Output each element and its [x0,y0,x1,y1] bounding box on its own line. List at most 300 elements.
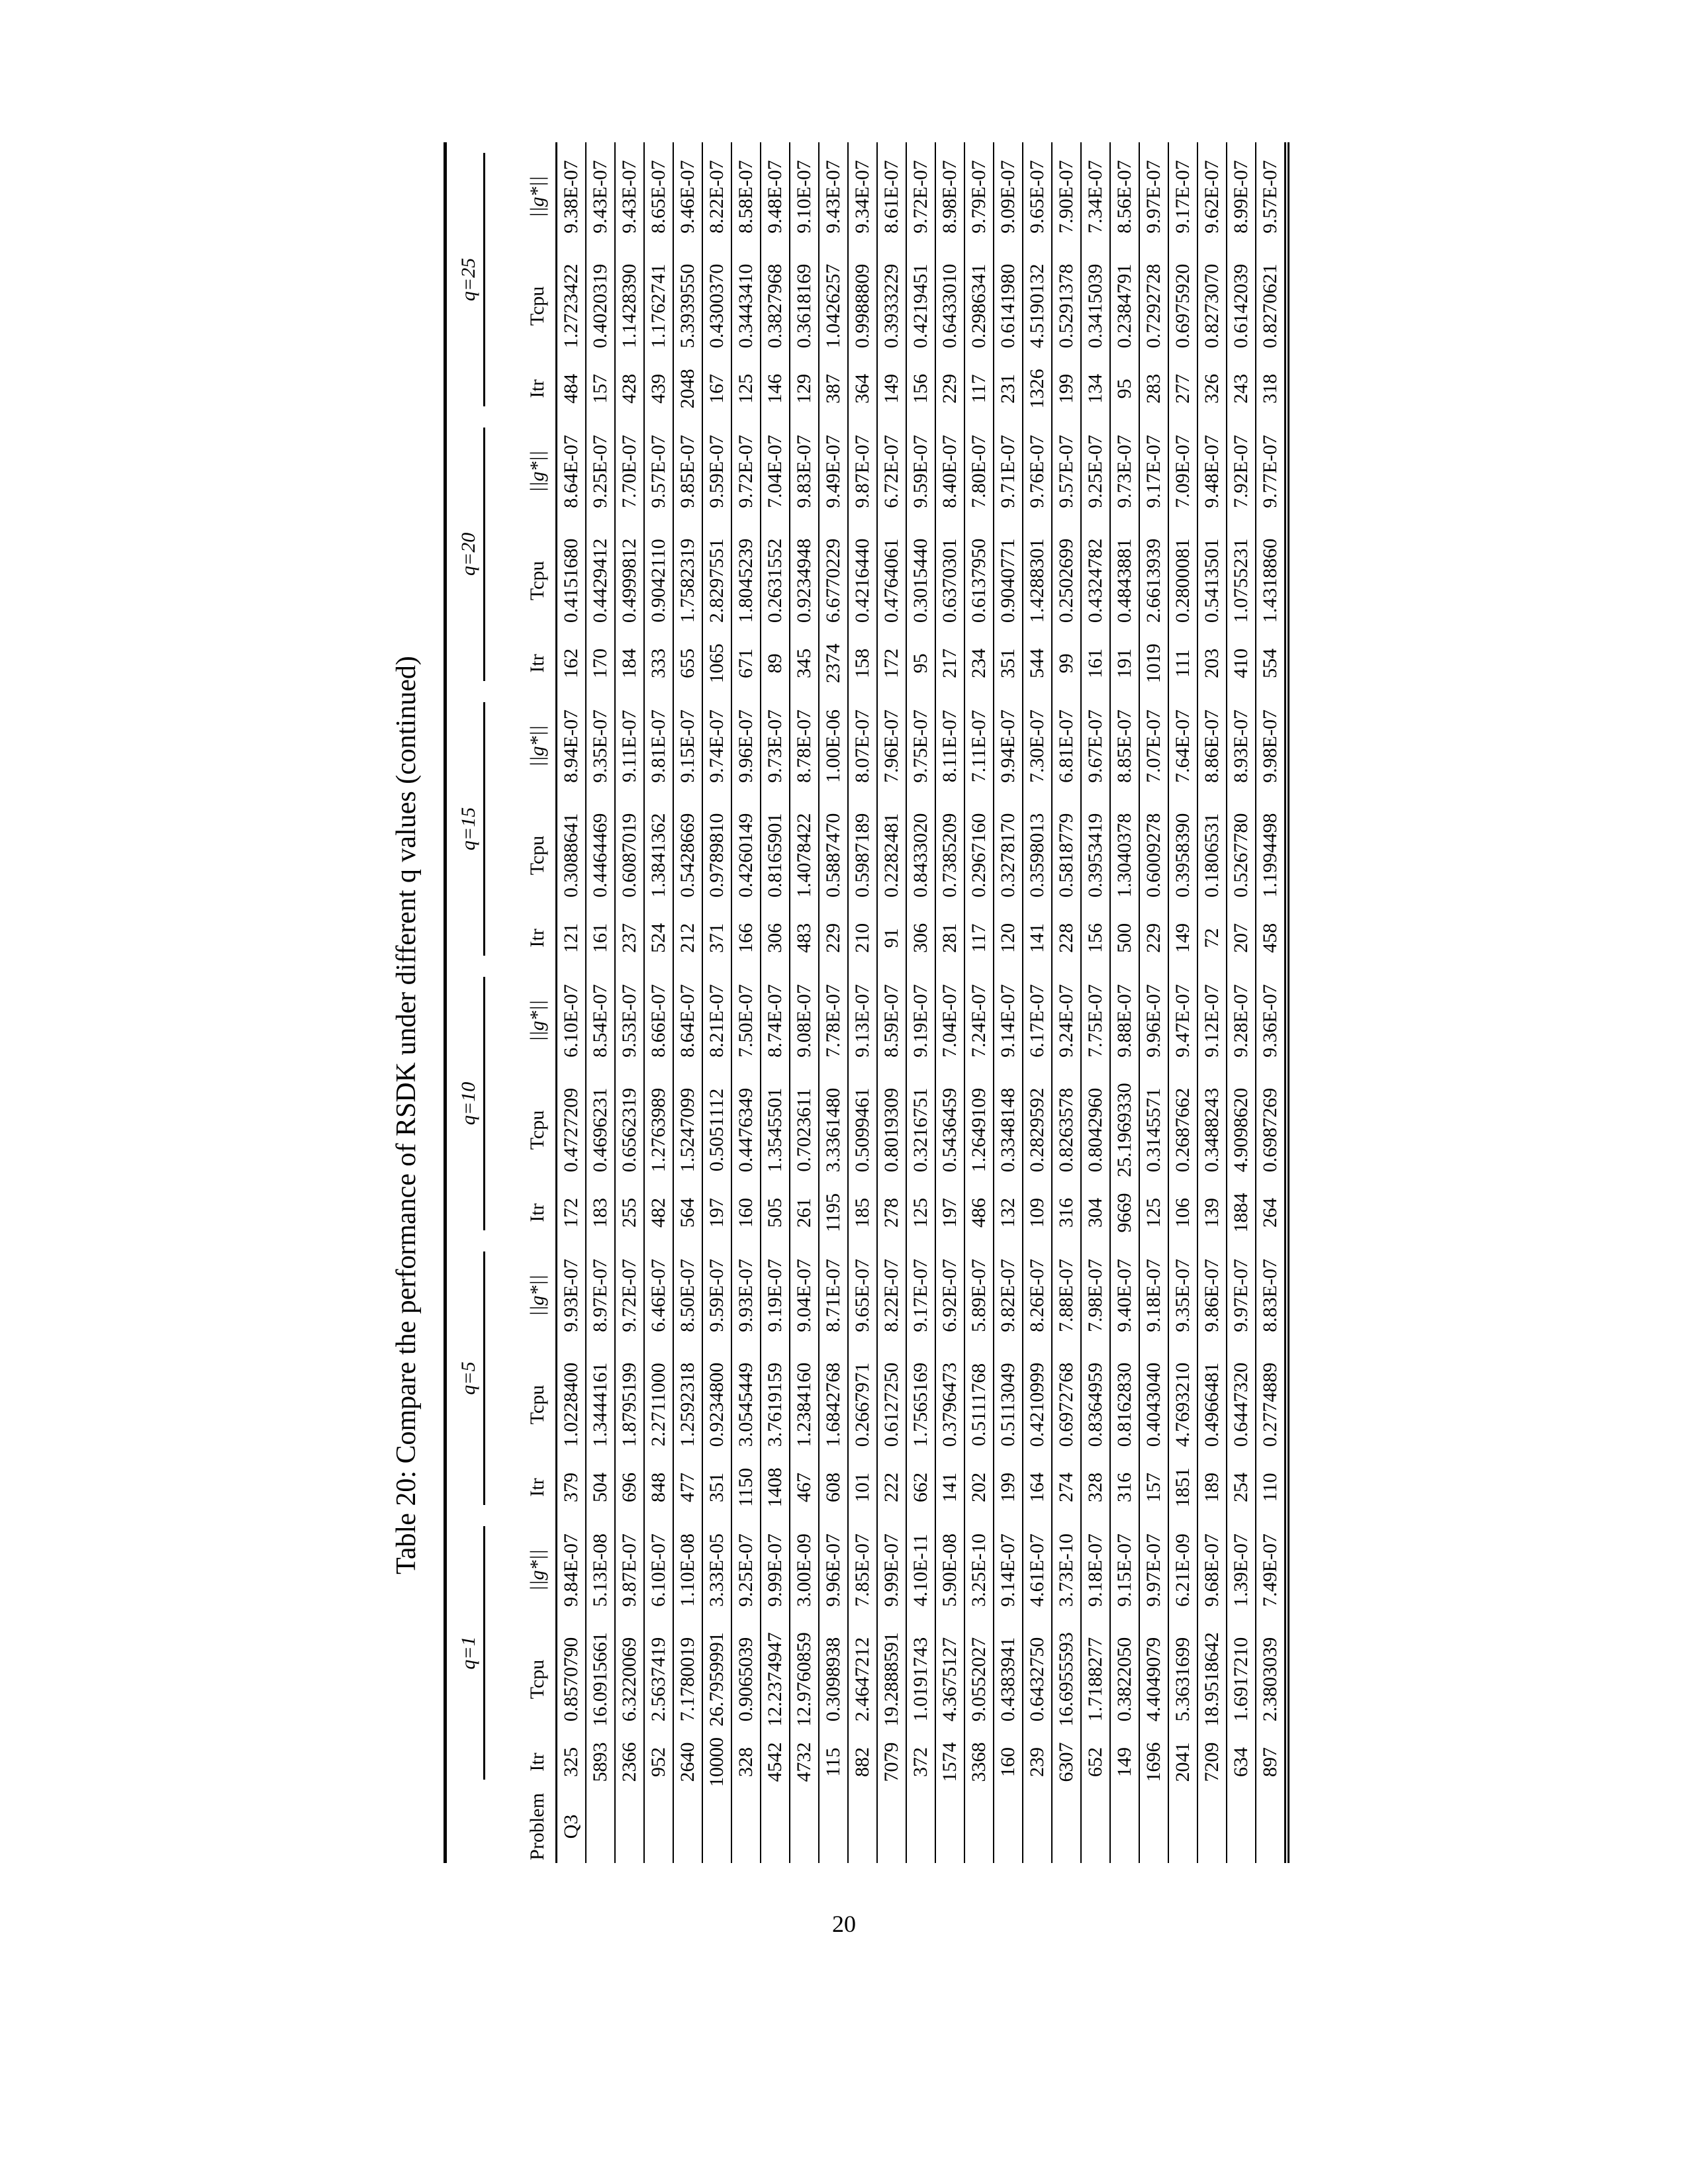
value-cell: 161 [1081,635,1110,692]
value-cell: 0.5113049 [994,1350,1023,1459]
value-cell: 9.48E-07 [1197,417,1227,526]
value-cell: 1.39E-07 [1227,1516,1256,1625]
value-cell: 6.10E-07 [644,1516,673,1625]
q-group-header [445,692,486,966]
value-cell: 0.4966481 [1197,1350,1227,1459]
value-cell: 1851 [1168,1459,1197,1516]
col-header-gnorm: ||g*|| [485,966,557,1075]
value-cell: 0.2967160 [964,801,994,910]
value-cell: 8.93E-07 [1227,692,1256,801]
value-cell: 325 [557,1734,586,1790]
value-cell: 9.96E-07 [819,1516,848,1625]
value-cell: 8.74E-07 [761,966,790,1075]
value-cell: 9.81E-07 [644,692,673,801]
value-cell: 8.65E-07 [644,142,673,251]
value-cell: 9.65E-07 [1023,142,1052,251]
problem-cell [1197,1790,1227,1863]
value-cell: 0.8162830 [1110,1350,1139,1459]
value-cell: 89 [761,635,790,692]
table-row [819,142,848,1863]
value-cell: 6.72E-07 [877,417,906,526]
value-cell: 4.61E-07 [1023,1516,1052,1625]
value-cell: 184 [615,635,644,692]
value-cell: 7.80E-07 [964,417,994,526]
value-cell: 483 [790,910,819,966]
value-cell: 185 [848,1185,877,1241]
value-cell: 7.34E-07 [1081,142,1110,251]
value-cell: 0.3958390 [1168,801,1197,910]
value-cell: 486 [964,1185,994,1241]
value-cell: 9.13E-07 [848,966,877,1075]
value-cell: 0.6137950 [964,526,994,635]
value-cell: 2.4647212 [848,1625,877,1734]
table-row [761,142,790,1863]
value-cell: 0.4764061 [877,526,906,635]
value-cell: 222 [877,1459,906,1516]
value-cell: 0.9065039 [731,1625,761,1734]
value-cell: 0.4383941 [994,1625,1023,1734]
value-cell: 1.2763989 [644,1075,673,1185]
value-cell: 0.6987269 [1259,1087,1281,1173]
value-cell: 316 [1110,1459,1139,1516]
value-cell: 16.0915661 [586,1625,615,1734]
value-cell: 4.7693210 [1168,1350,1197,1459]
value-cell: 12.9760859 [790,1625,819,1734]
problem-cell [1227,1790,1256,1863]
value-cell: 9.57E-07 [1052,417,1081,526]
value-cell: 1.00E-06 [819,692,848,801]
value-cell: 6.17E-07 [1023,966,1052,1075]
value-cell: 0.3443410 [731,251,761,361]
value-cell: 101 [848,1459,877,1516]
value-cell: 2041 [1168,1734,1197,1790]
value-cell: 0.8273070 [1197,251,1227,361]
value-cell: 524 [644,910,673,966]
value-cell: 8.94E-07 [557,692,586,801]
value-cell: 1.7582319 [673,526,702,635]
value-cell: 0.8433020 [906,801,935,910]
value-cell: 7.09E-07 [1168,417,1197,526]
value-cell: 9.97E-07 [1139,142,1168,251]
table-row [557,142,586,1863]
value-cell: 8.59E-07 [877,966,906,1075]
value-cell: 505 [761,1185,790,1241]
value-cell: 5893 [586,1734,615,1790]
value-cell: 9.47E-07 [1168,966,1197,1075]
value-cell: 9.49E-07 [819,417,848,526]
value-cell: 9.17E-07 [1139,417,1168,526]
value-cell: 7.64E-07 [1168,692,1197,801]
table-row [673,142,702,1863]
value-cell: 848 [644,1459,673,1516]
value-cell: 9.43E-07 [615,142,644,251]
value-cell: 9.59E-07 [702,417,731,526]
col-header-gnorm: ||g*|| [485,1516,557,1625]
value-cell: 4.3675127 [935,1625,964,1734]
value-cell: 0.2986341 [964,251,994,361]
value-cell: 0.3015440 [906,526,935,635]
value-cell: 212 [673,910,702,966]
value-cell: 141 [1023,910,1052,966]
sideways-table-container [384,142,1281,1863]
value-cell: 9.68E-07 [1197,1516,1227,1625]
value-cell: 0.6562319 [615,1075,644,1185]
table-row [964,142,994,1863]
value-cell: 9.11E-07 [615,692,644,801]
value-cell: 0.6127250 [877,1350,906,1459]
value-cell: 0.1806531 [1197,801,1227,910]
problem-cell [848,1790,877,1863]
value-cell: 9.65E-07 [848,1241,877,1350]
col-header-itr: Itr [485,910,557,966]
value-cell: 1.4318860 [1259,538,1281,623]
q-header-spacer [445,1790,486,1863]
problem-cell [1168,1790,1197,1863]
value-cell: 2.6613939 [1139,526,1168,635]
value-cell: 8.64E-07 [673,966,702,1075]
table-row [1023,142,1052,1863]
value-cell: 9.36E-07 [1259,984,1281,1058]
value-cell: 333 [644,635,673,692]
value-cell: 183 [586,1185,615,1241]
value-cell: 129 [790,361,819,417]
table-row [1139,142,1168,1863]
value-cell: 239 [1023,1734,1052,1790]
value-cell: 167 [702,361,731,417]
value-cell: 9.38E-07 [557,142,586,251]
value-cell: 364 [848,361,877,417]
table-row [1168,142,1197,1863]
value-cell: 9.71E-07 [994,417,1023,526]
value-cell: 3.3361480 [819,1075,848,1185]
value-cell: 1.3841362 [644,801,673,910]
value-cell: 111 [1168,635,1197,692]
value-cell: 7.78E-07 [819,966,848,1075]
value-cell: 0.9789810 [702,801,731,910]
value-cell: 652 [1081,1734,1110,1790]
value-cell: 7.30E-07 [1023,692,1052,801]
value-cell: 306 [761,910,790,966]
value-cell: 0.3278170 [994,801,1023,910]
value-cell: 283 [1139,361,1168,417]
problem-cell [1023,1790,1052,1863]
value-cell: 8.83E-07 [1259,1259,1281,1332]
value-cell: 1.3545501 [761,1075,790,1185]
value-cell: 0.6370301 [935,526,964,635]
value-cell: 0.6432750 [1023,1625,1052,1734]
value-cell: 4542 [761,1734,790,1790]
value-cell: 2.3803039 [1259,1637,1281,1722]
value-cell: 9.93E-07 [731,1241,761,1350]
value-cell: 6.10E-07 [557,966,586,1075]
value-cell: 9.17E-07 [906,1241,935,1350]
value-cell: 3.00E-09 [790,1516,819,1625]
value-cell: 0.4300370 [702,251,731,361]
value-cell: 0.3348148 [994,1075,1023,1185]
table-row [906,142,935,1863]
value-cell: 12.2374947 [761,1625,790,1734]
value-cell: 9.09E-07 [994,142,1023,251]
value-cell: 1.5247099 [673,1075,702,1185]
value-cell: 952 [644,1734,673,1790]
value-cell: 2048 [673,361,702,417]
value-cell: 6.21E-09 [1168,1516,1197,1625]
value-cell: 9.96E-07 [731,692,761,801]
value-cell: 1.7565169 [906,1350,935,1459]
value-cell: 655 [673,635,702,692]
problem-cell [994,1790,1023,1863]
problem-cell [1052,1790,1081,1863]
value-cell: 1195 [819,1185,848,1241]
col-header-tcpu: Tcpu [485,801,557,910]
value-cell: 0.8570790 [557,1625,586,1734]
value-cell: 0.3598013 [1023,801,1052,910]
value-cell: 9.73E-07 [761,692,790,801]
value-cell: 9.88E-07 [1110,966,1139,1075]
table-row [1110,142,1139,1863]
value-cell: 191 [1110,635,1139,692]
value-cell: 9.04E-07 [790,1241,819,1350]
value-cell: 6.3220069 [615,1625,644,1734]
value-cell: 0.6447320 [1227,1350,1256,1459]
problem-cell: Q3 [557,1790,586,1863]
value-cell: 1326 [1023,361,1052,417]
value-cell: 9.99E-07 [877,1516,906,1625]
value-cell: 0.4727209 [557,1075,586,1185]
value-cell: 1.1762741 [644,251,673,361]
value-cell: 9.93E-07 [557,1241,586,1350]
problem-cell [673,1790,702,1863]
value-cell: 8.58E-07 [731,142,761,251]
value-cell: 8.56E-07 [1110,142,1139,251]
value-cell: 0.3822050 [1110,1625,1139,1734]
value-cell: 9.0552027 [964,1625,994,1734]
value-cell: 99 [1052,635,1081,692]
value-cell: 504 [586,1459,615,1516]
value-cell: 9.77E-07 [1259,434,1281,508]
value-cell: 9.72E-07 [906,142,935,251]
value-cell: 3.7619159 [761,1350,790,1459]
value-cell: 0.8364959 [1081,1350,1110,1459]
value-cell: 6307 [1052,1734,1081,1790]
value-cell: 0.4219451 [906,251,935,361]
value-cell: 0.2282481 [877,801,906,910]
value-cell: 9.48E-07 [761,142,790,251]
col-header-itr: Itr [485,635,557,692]
value-cell: 9.12E-07 [1197,966,1227,1075]
value-cell: 9.43E-07 [819,142,848,251]
value-cell: 7.75E-07 [1081,966,1110,1075]
value-cell: 9.46E-07 [673,142,702,251]
value-cell: 9.35E-07 [586,692,615,801]
value-cell: 9.18E-07 [1081,1516,1110,1625]
value-cell: 139 [1197,1185,1227,1241]
value-cell: 8.64E-07 [557,417,586,526]
q-group-label: q=25 [457,153,485,406]
value-cell: 1.4078422 [790,801,819,910]
col-header-gnorm: ||g*|| [485,417,557,526]
value-cell: 0.5987189 [848,801,877,910]
value-cell: 170 [586,635,615,692]
value-cell: 9.15E-07 [1110,1516,1139,1625]
value-cell: 0.2800081 [1168,526,1197,635]
value-cell: 9.75E-07 [906,692,935,801]
value-cell: 6.46E-07 [644,1241,673,1350]
value-cell: 696 [615,1459,644,1516]
value-cell: 0.3488243 [1197,1075,1227,1185]
col-header-itr: Itr [485,361,557,417]
value-cell: 1.8045239 [731,526,761,635]
value-cell: 897 [1259,1747,1281,1777]
value-cell: 2.8297551 [702,526,731,635]
value-cell: 326 [1197,361,1227,417]
value-cell: 0.5428669 [673,801,702,910]
problem-cell [935,1790,964,1863]
value-cell: 229 [1139,910,1168,966]
value-cell: 106 [1168,1185,1197,1241]
value-cell: 7079 [877,1734,906,1790]
value-cell: 9.35E-07 [1168,1241,1197,1350]
col-header-tcpu: Tcpu [485,1075,557,1185]
value-cell: 172 [557,1185,586,1241]
value-cell: 316 [1052,1185,1081,1241]
value-cell: 91 [877,910,906,966]
value-cell: 634 [1227,1734,1256,1790]
value-cell: 8.71E-07 [819,1241,848,1350]
value-cell: 662 [906,1459,935,1516]
value-cell: 482 [644,1185,673,1241]
value-cell: 95 [1110,361,1139,417]
value-cell: 1.2649109 [964,1075,994,1185]
value-cell: 9.97E-07 [1227,1241,1256,1350]
value-cell: 0.6433010 [935,251,964,361]
table-row [994,142,1023,1863]
value-cell: 3368 [964,1734,994,1790]
value-cell: 25.1969330 [1110,1075,1139,1185]
value-cell: 328 [731,1734,761,1790]
value-cell: 0.5413501 [1197,526,1227,635]
results-table [444,142,1289,1863]
value-cell: 149 [877,361,906,417]
value-cell: 3.33E-05 [702,1516,731,1625]
value-cell: 379 [557,1459,586,1516]
value-cell: 8.97E-07 [586,1241,615,1350]
value-cell: 1.6917210 [1227,1625,1256,1734]
value-cell: 161 [586,910,615,966]
value-cell: 1408 [761,1459,790,1516]
value-cell: 345 [790,635,819,692]
value-cell: 318 [1259,373,1281,404]
value-cell: 0.2384791 [1110,251,1139,361]
value-cell: 8.50E-07 [673,1241,702,1350]
value-cell: 387 [819,361,848,417]
value-cell: 1696 [1139,1734,1168,1790]
value-cell: 9.96E-07 [1139,966,1168,1075]
value-cell: 0.9040771 [994,526,1023,635]
page-number: 20 [832,1911,856,1937]
value-cell: 0.4476349 [731,1075,761,1185]
value-cell: 277 [1168,361,1197,417]
value-cell: 9.18E-07 [1139,1241,1168,1350]
value-cell: 1.10E-08 [673,1516,702,1625]
value-cell: 0.5887470 [819,801,848,910]
value-cell: 9.83E-07 [790,417,819,526]
value-cell: 882 [848,1734,877,1790]
col-header-itr: Itr [485,1185,557,1241]
q-group-header [445,1241,486,1516]
value-cell: 1884 [1227,1185,1256,1241]
value-cell: 160 [994,1734,1023,1790]
value-cell: 6.92E-07 [935,1241,964,1350]
value-cell: 149 [1110,1734,1139,1790]
value-cell: 9.74E-07 [702,692,731,801]
value-cell: 9.87E-07 [848,417,877,526]
value-cell: 9.59E-07 [702,1241,731,1350]
value-cell: 500 [1110,910,1139,966]
value-cell: 0.9042110 [644,526,673,635]
value-cell: 9.25E-07 [731,1516,761,1625]
value-cell: 8.86E-07 [1197,692,1227,801]
value-cell: 1.3040378 [1110,801,1139,910]
value-cell: 1.0228400 [557,1350,586,1459]
value-cell: 6.81E-07 [1052,692,1081,801]
value-cell: 203 [1197,635,1227,692]
problem-cell [761,1790,790,1863]
value-cell: 0.7023611 [790,1075,819,1185]
value-cell: 7.96E-07 [877,692,906,801]
value-cell: 8.61E-07 [877,142,906,251]
value-cell: 328 [1081,1459,1110,1516]
value-cell: 7.07E-07 [1139,692,1168,801]
value-cell: 1.3444161 [586,1350,615,1459]
value-cell: 7.04E-07 [761,417,790,526]
value-cell: 9.84E-07 [557,1516,586,1625]
value-cell: 95 [906,635,935,692]
value-cell: 410 [1227,635,1256,692]
value-cell: 9.08E-07 [790,966,819,1075]
problem-cell [1256,1790,1287,1863]
value-cell: 9.86E-07 [1197,1241,1227,1350]
value-cell: 9.15E-07 [673,692,702,801]
value-cell: 9.25E-07 [1081,417,1110,526]
value-cell: 0.5099461 [848,1075,877,1185]
table-row [1052,142,1081,1863]
value-cell: 8.26E-07 [1023,1241,1052,1350]
value-cell: 9.79E-07 [964,142,994,251]
value-cell: 2374 [819,635,848,692]
value-cell: 162 [557,635,586,692]
value-cell: 0.4464469 [586,801,615,910]
value-cell: 9.24E-07 [1052,966,1081,1075]
problem-cell [790,1790,819,1863]
value-cell: 9.17E-07 [1168,142,1197,251]
value-cell: 428 [615,361,644,417]
value-cell: 351 [702,1459,731,1516]
q-group-header [445,417,486,692]
value-cell: 207 [1227,910,1256,966]
value-cell: 149 [1168,910,1197,966]
value-cell: 1.0426257 [819,251,848,361]
value-cell: 7.85E-07 [848,1516,877,1625]
value-cell: 125 [731,361,761,417]
value-cell: 0.2774889 [1259,1362,1281,1447]
value-cell: 0.4260149 [731,801,761,910]
value-cell: 8.66E-07 [644,966,673,1075]
value-cell: 125 [1139,1185,1168,1241]
value-cell: 4732 [790,1734,819,1790]
value-cell: 9.99E-07 [761,1516,790,1625]
value-cell: 7.11E-07 [964,692,994,801]
